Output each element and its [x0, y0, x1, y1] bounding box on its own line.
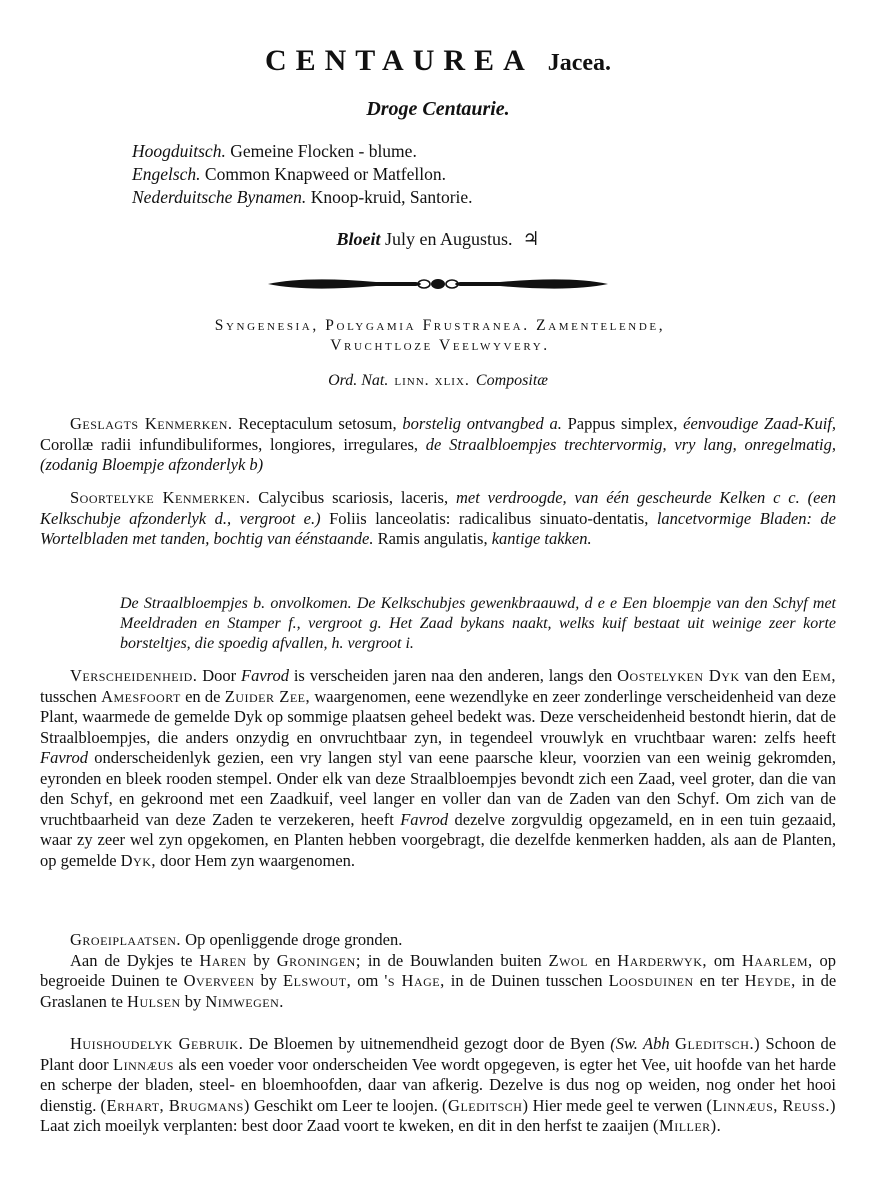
page-title — [0, 44, 876, 78]
dutch-name: Droge Centaurie. — [366, 98, 510, 120]
figure-explanation: De Straalbloempjes b. onvolkomen. De Kelkschubjes gewenkbraauwd, d e e Een bloempje van den Schyf met Meeldraden en Stamper f., vergroot g. Het Zaad bykans naakt, welks kuif bestaat uit weinige zeer korte borsteltjes, die spoedig afvallen, h. vergroot i. — [120, 595, 836, 652]
linnaean-class: Syngenesia, Polygamia Frustranea. Zamentelende, Vruchtloze Veelwyvery. — [214, 317, 666, 354]
section-huishoudelyk-gebruik: Huishoudelyk Gebruik. De Bloemen by uitnemendheid gezogt door de Byen (Sw. Abh Gleditsch.) Schoon de Plant door Linnæus als een voeder voor onderscheiden Vee wordt opgegeven, is egter het Vee, uit hoofde van het harde en scherpe der bladen, steel- en bloemhoofden, daar van afkerig. Dezelve is dus nog op weiden, nog onder het hooi dienstig. (Erhart, Brugmans) Geschikt om Leer te loojen. (Gleditsch) Hier mede geel te verwen (Linnæus, Reuss.) Laat zich moeilyk verplanten: best door Zaad voort te kweken, en dit in den herfst te zaaijen (Miller). — [40, 1034, 837, 1135]
perennial-symbol: ♃ — [522, 229, 540, 250]
section-geslagts-kenmerken: Geslagts Kenmerken. Receptaculum setosum, borstelig ontvangbed a. Pappus simplex, éenvoudige Zaad-Kuif, Corollæ radii infundibuliformes, longiores, irregulares, de Straalbloempjes trechtervormig, vry lang, onregelmatig, (zodanig Bloempje afzonderlyk b) — [40, 414, 837, 474]
section-groeiplaatsen: Groeiplaatsen. Op openliggende droge gronden. Aan de Dykjes te Haren by Groningen; in de Bouwlanden buiten Zwol en Harderwyk, om Haarlem, op begroeide Duinen te Overveen by Elswout, om 's Hage, in de Duinen tusschen Loosduinen en ter Heyde, in de Graslanen te Hulsen by Nimwegen. — [40, 930, 837, 1011]
section-verscheidenheid: Verscheidenheid. Door Favrod is verscheiden jaren naa den anderen, langs den Oostelyken Dyk van den Eem, tusschen Amesfoort en de Zuider Zee, waargenomen, eene wezendlyke en zeer zonderlinge verscheidenheid van deze Plant, waarmede de gemelde Dyk op sommige plaatsen geheel bedekt was. Deze verscheidenheid bestondt hierin, dat de Straalbloempjes, die anders onzydig en onvruchtbaar zyn, in tegendeel vrouwlyk en vruchtbaar waren: zelfs heeft Favrod onderscheidenlyk gezien, een vry langen styl van eene paarsche kleur, voorzien van een weinig gekromden, eyronden en bleek rooden stempel. Onder elk van deze Straalbloempjes bevondt zich een Zaad, veel groter, dan die van den Schyf, en gekroond met een Zaadkuif, veel langer en voller dan van de Zaden van den Schyf. Om zich van de vruchtbaarheid van deze Zaden te verzekeren, heeft Favrod dezelve zorgvuldig opgezameld, en in een tuin gezaaid, waar zy zeer wel zyn opgekomen, en Planten hebben voorgebragt, die dezelfde kenmerken hadden, als aan de Planten, op gemelde Dyk, door Hem zyn waargenomen. — [40, 666, 837, 870]
name-line-german: Hoogduitsch. Gemeine Flocken - blume. — [132, 141, 417, 161]
name-line-dutch: Nederduitsche Bynamen. Knoop-kruid, Santorie. — [132, 187, 473, 207]
section-heading: Verscheidenheid. — [70, 666, 198, 685]
section-heading: Huishoudelyk Gebruik. — [70, 1034, 244, 1053]
ornament-divider — [266, 272, 610, 296]
section-heading: Soortelyke Kenmerken. — [70, 488, 251, 507]
name-line-english: Engelsch. Common Knapweed or Matfellon. — [132, 164, 446, 184]
section-heading: Geslagts Kenmerken. — [70, 414, 233, 433]
flowering-time: Bloeit July en Augustus. ♃ — [336, 229, 540, 250]
vernacular-names — [132, 140, 473, 209]
natural-order: Ord. Nat. linn. xlix. Compositæ — [328, 372, 548, 389]
section-heading: Groeiplaatsen. — [70, 930, 182, 949]
species-name: Jacea. — [547, 50, 612, 76]
section-soortelyke-kenmerken: Soortelyke Kenmerken. Calycibus scariosis, laceris, met verdroogde, van één gescheurde Kelken c c. (een Kelkschubje afzonderlyk d., vergroot e.) Foliis lanceolatis: radicalibus sinuato-dentatis, lancetvormige Bladen: de Wortelbladen met tanden, bochtig van éénstaande. Ramis angulatis, kantige takken. — [40, 488, 837, 548]
genus-name: CENTAUREA — [264, 44, 534, 77]
